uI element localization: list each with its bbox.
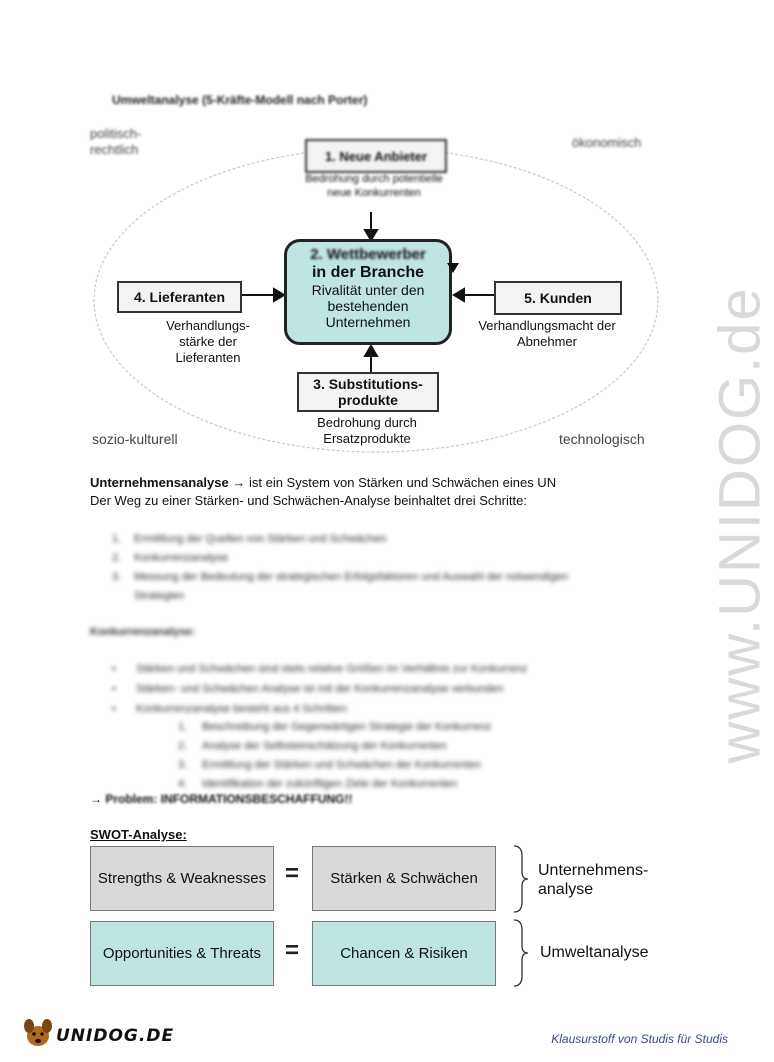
swot-strengths-label: Strengths & Weaknesses — [97, 870, 267, 887]
arrow-right-icon: → — [90, 792, 102, 806]
box-lieferanten — [117, 281, 242, 313]
caption-kunden: Verhandlungsmacht der Abnehmer — [478, 318, 616, 349]
list-item: 3. Messung der Bedeutung der strategischen Erfolgsfaktoren und Auswahl der notwendigen Strategien — [112, 571, 569, 602]
list-item: 2. Konkurrenzanalyse — [112, 552, 229, 564]
unternehmensanalyse-line — [90, 474, 650, 492]
box-neue-anbieter — [305, 139, 447, 173]
list-item: 1. Beschreibung der Gegenwärtigen Strategie der Konkurrenz — [178, 721, 492, 733]
swot-unternehmensanalyse-label — [538, 861, 648, 899]
caption-substitutionsprodukte: Bedrohung durch Ersatzprodukte — [317, 415, 417, 446]
unternehmensanalyse-heading: Unternehmensanalyse — [90, 475, 229, 490]
arrow-right-icon: → — [232, 475, 246, 490]
swot-staerken-label: Stärken & Schwächen — [330, 870, 478, 887]
brace-icon — [512, 918, 532, 988]
unternehmensanalyse-definition: ist ein System von Stärken und Schwächen eines UN — [248, 475, 557, 490]
swot-chancen-label: Chancen & Risiken — [340, 945, 468, 962]
list-item: • Konkurrenzanalyse besteht aus 4 Schritten: — [112, 703, 349, 715]
swot-opportunities-threats — [90, 921, 274, 986]
sub-steps-list — [178, 718, 598, 794]
list-item: 2. Analyse der Selbsteinschätzung der Konkurrenten — [178, 740, 447, 752]
corner-politisch: politisch-rechtlich — [90, 126, 142, 157]
bullet-list — [112, 659, 632, 719]
brace-icon — [512, 844, 532, 914]
swot-chancen-risiken — [312, 921, 496, 986]
wettbewerber-title-2: in der Branche — [311, 264, 425, 281]
label-line: analyse — [538, 881, 594, 898]
list-item: • Stärken und Schwächen sind stets relative Größen im Verhältnis zur Konkurrenz — [112, 663, 528, 675]
wettbewerber-caption: Rivalität unter den bestehenden Unternehmen — [311, 282, 425, 330]
label-substitutions-2: produkte — [338, 392, 398, 408]
box-wettbewerber — [284, 239, 452, 345]
list-item: 1. Ermittlung der Quellen von Stärken und Schwächen — [112, 533, 387, 545]
corner-sozio-kulturell: sozio-kulturell — [92, 431, 178, 447]
label-lieferanten: 4. Lieferanten — [133, 289, 226, 305]
list-item: 3. Ermittlung der Stärken und Schwächen der Konkurrenten — [178, 759, 481, 771]
swot-umweltanalyse-label: Umweltanalyse — [540, 944, 649, 961]
swot-strengths-weaknesses — [90, 846, 274, 911]
triangle-marker-icon — [447, 263, 461, 275]
label-line: Unternehmens- — [538, 862, 649, 879]
problem-line — [90, 790, 352, 808]
steps-list — [112, 530, 612, 606]
konkurrenz-heading: Konkurrenzanalyse: — [90, 626, 196, 638]
corner-technologisch: technologisch — [559, 431, 645, 447]
corner-oekonomisch: ökonomisch — [572, 135, 642, 150]
label-substitutions-1: 3. Substitutions- — [313, 376, 423, 392]
list-item: 4. Identifikation der zukünftigen Ziele der Konkurrenten — [178, 778, 457, 790]
equals-sign-2: = — [285, 937, 300, 964]
steps-intro: Der Weg zu einer Stärken- und Schwächen-Analyse beinhaltet drei Schritte: — [90, 493, 527, 508]
box-substitutionsprodukte — [297, 372, 439, 412]
dog-logo-icon — [20, 1016, 56, 1050]
swot-heading: SWOT-Analyse: — [90, 827, 187, 842]
watermark-text: www.UNIDOG.de — [707, 286, 773, 764]
list-item: • Stärken- und Schwächen Analyse ist mit der Konkurrenzanalyse verbunden — [112, 683, 504, 695]
footer-tagline: Klausurstoff von Studis für Studis — [551, 1032, 728, 1046]
label-neue-anbieter: 1. Neue Anbieter — [324, 148, 428, 164]
problem-text: Problem: INFORMATIONSBESCHAFFUNG!! — [105, 792, 353, 806]
label-kunden: 5. Kunden — [524, 290, 592, 306]
swot-staerken-schwaechen — [312, 846, 496, 911]
swot-opportunities-label: Opportunities & Threats — [102, 945, 262, 962]
box-kunden — [494, 281, 622, 315]
caption-neue-anbieter: Bedrohung durch potentielle neue Konkurrenten — [305, 173, 443, 199]
footer-logo: UNIDOG.DE — [56, 1026, 175, 1046]
caption-lieferanten: Verhandlungs-stärke der Lieferanten — [166, 318, 250, 365]
equals-sign-1: = — [285, 860, 300, 887]
diagram-title: Umweltanalyse (5-Kräfte-Modell nach Porter) — [112, 93, 368, 107]
wettbewerber-title-1: 2. Wettbewerber — [310, 246, 426, 263]
